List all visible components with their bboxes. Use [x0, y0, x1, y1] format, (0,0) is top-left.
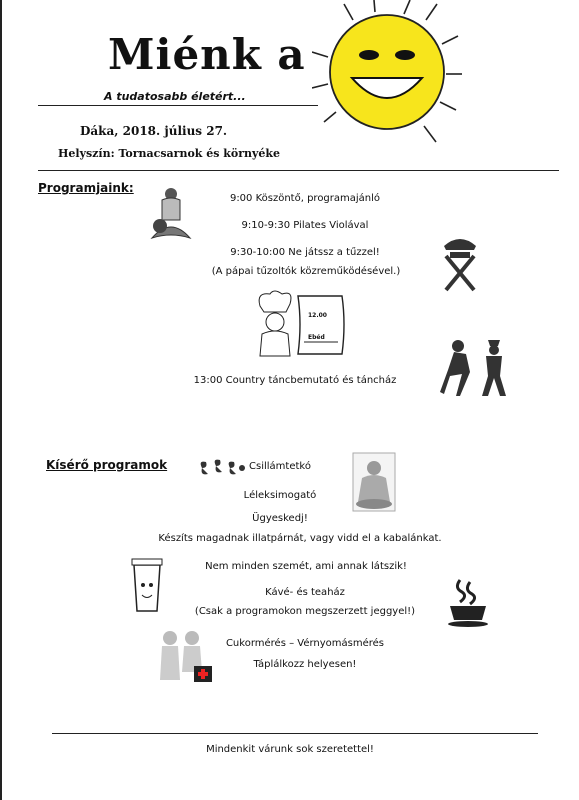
program-item: 9:10-9:30 Pilates Violával: [241, 220, 369, 231]
firefighter-icon: [440, 232, 480, 294]
side-program-item: Csillámtetkó: [249, 461, 311, 472]
event-date: Dáka, 2018. július 27.: [80, 124, 228, 138]
menu-board-time: 12.00: [308, 312, 327, 319]
side-program-item: Készíts magadnak illatpárnát, vagy vidd el a kabalánkat.: [158, 533, 442, 544]
side-program-item: Nem minden szemét, ami annak látszik!: [205, 561, 407, 572]
event-location: Helyszín: Tornacsarnok és környéke: [58, 147, 281, 160]
side-program-item: Ügyeskedj!: [252, 513, 308, 524]
dancers-icon: [440, 336, 510, 402]
side-program-item: Kávé- és teaház: [265, 587, 345, 598]
program-item: (A pápai tűzoltók közreműködésével.): [211, 266, 401, 277]
chef-menu-icon: [254, 288, 350, 363]
programs-heading: Programjaink:: [38, 181, 134, 195]
sun-icon: [312, 0, 462, 145]
footer-divider: [52, 733, 538, 734]
health-check-icon: [154, 628, 218, 686]
recycle-bin-icon: [130, 555, 164, 613]
program-item: 13:00 Country táncbemutató és táncház: [193, 375, 397, 386]
side-program-item: Léleksimogató: [243, 490, 317, 501]
program-item: 9:30-10:00 Ne játssz a tűzzel!: [230, 247, 380, 258]
side-program-item: (Csak a programokon megszerzett jeggyel!): [194, 606, 416, 617]
header-divider: [38, 105, 318, 106]
side-program-item: Cukormérés – Vérnyomásmérés: [225, 638, 385, 649]
side-programs-heading: Kísérő programok: [46, 458, 168, 472]
program-item: 9:00 Köszöntő, programajánló: [229, 193, 381, 204]
header-bottom-divider: [38, 170, 559, 171]
coffee-cup-icon: [446, 578, 490, 628]
page-left-border: [0, 0, 2, 800]
buddha-icon: [352, 452, 396, 512]
page-subtitle: A tudatosabb életért...: [104, 90, 246, 103]
side-program-item: Táplálkozz helyesen!: [253, 659, 357, 670]
meditation-icon: [150, 186, 192, 244]
footer-text: Mindenkit várunk sok szeretettel!: [206, 744, 374, 755]
page-title: Miénk a: [108, 30, 306, 79]
menu-board-label: Ebéd: [308, 334, 325, 341]
